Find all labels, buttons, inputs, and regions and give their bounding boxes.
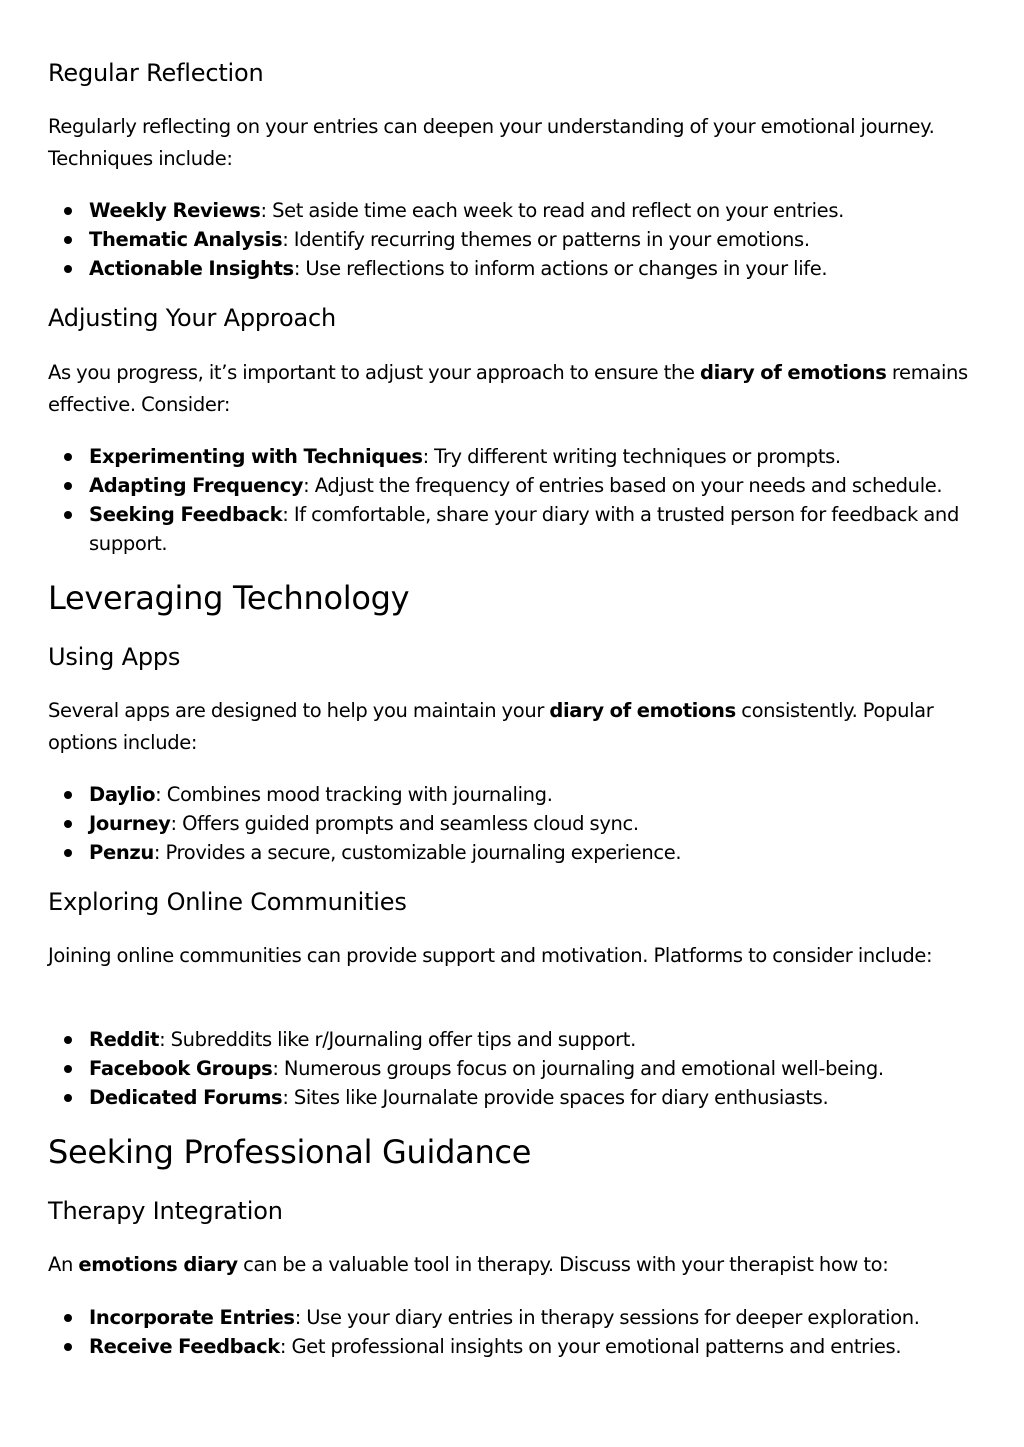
list-using-apps <box>48 780 978 867</box>
paragraph-adjusting-approach <box>48 357 978 420</box>
bullet-icon <box>64 453 72 461</box>
bullet-icon <box>64 1036 72 1044</box>
heading-therapy-integration: Therapy Integration <box>48 1197 283 1225</box>
list-item <box>89 500 978 558</box>
list-item <box>89 1083 978 1112</box>
list-item <box>89 196 978 225</box>
list-item <box>89 225 978 254</box>
list-therapy-integration <box>48 1303 978 1361</box>
list-item <box>89 1054 978 1083</box>
heading-professional-guidance: Seeking Professional Guidance <box>48 1133 532 1171</box>
list-regular-reflection <box>48 196 978 283</box>
list-item <box>89 471 978 500</box>
list-item-term: Daylio <box>89 783 156 806</box>
list-item-text: : Get professional insights on your emotional patterns and entries. <box>279 1335 902 1358</box>
list-item-term: Penzu <box>89 841 154 864</box>
list-item <box>89 1332 978 1361</box>
list-item-term: Receive Feedback <box>89 1335 280 1358</box>
paragraph-bold-term: diary of emotions <box>699 361 887 384</box>
heading-online-communities: Exploring Online Communities <box>48 888 407 916</box>
list-item-term: Experimenting with Techniques <box>89 445 423 468</box>
list-item <box>89 780 978 809</box>
paragraph-bold-term: diary of emotions <box>549 699 736 722</box>
heading-using-apps: Using Apps <box>48 643 181 671</box>
bullet-icon <box>64 1094 72 1102</box>
paragraph-text-part: As you progress, it’s important to adjust your approach to ensure the <box>48 361 700 384</box>
list-item <box>89 442 978 471</box>
list-item <box>89 809 978 838</box>
list-item-text: : Identify recurring themes or patterns in your emotions. <box>282 228 810 251</box>
bullet-icon <box>64 1314 72 1322</box>
list-item-term: Dedicated Forums <box>89 1086 283 1109</box>
list-item-term: Weekly Reviews <box>89 199 261 222</box>
paragraph-text <box>48 695 978 758</box>
bullet-icon <box>64 511 72 519</box>
list-item-text: : Numerous groups focus on journaling and emotional well-being. <box>272 1057 884 1080</box>
paragraph-text <box>48 357 978 420</box>
bullet-icon <box>64 482 72 490</box>
list-item-text: : Sites like Journalate provide spaces for diary enthusiasts. <box>282 1086 829 1109</box>
list-item-text: : Provides a secure, customizable journaling experience. <box>153 841 682 864</box>
section-regular-reflection <box>48 58 978 88</box>
list-item-text: : Adjust the frequency of entries based on your needs and schedule. <box>303 474 943 497</box>
bullet-icon <box>64 236 72 244</box>
bullet-icon <box>64 820 72 828</box>
list-item-text: : Try different writing techniques or prompts. <box>422 445 841 468</box>
list-item-text: : Use reflections to inform actions or changes in your life. <box>293 257 828 280</box>
paragraph-text: Regularly reflecting on your entries can deepen your understanding of your emotional journey. Techniques include: <box>48 115 935 170</box>
bullet-icon <box>64 1065 72 1073</box>
bullet-icon <box>64 265 72 273</box>
bullet-icon <box>64 791 72 799</box>
list-item-text: : Subreddits like r/Journaling offer tips and support. <box>159 1028 636 1051</box>
heading-adjusting-approach: Adjusting Your Approach <box>48 304 337 332</box>
section-using-apps <box>48 642 978 672</box>
paragraph-text-part: Several apps are designed to help you maintain your <box>48 699 550 722</box>
paragraph-therapy-integration <box>48 1249 978 1281</box>
section-adjusting-approach <box>48 303 978 333</box>
paragraph-text <box>48 1249 978 1281</box>
list-item-term: Thematic Analysis <box>89 228 283 251</box>
list-online-communities <box>48 1025 978 1112</box>
list-item-term: Actionable Insights <box>89 257 294 280</box>
bullet-icon <box>64 1343 72 1351</box>
paragraph-bold-term: emotions diary <box>78 1253 238 1276</box>
list-item-term: Facebook Groups <box>89 1057 273 1080</box>
section-professional-guidance <box>48 1132 978 1172</box>
list-item <box>89 1025 978 1054</box>
paragraph-text-part: remains effective. Consider: <box>48 361 968 416</box>
paragraph-using-apps <box>48 695 978 758</box>
list-item-term: Reddit <box>89 1028 160 1051</box>
list-item <box>89 254 978 283</box>
list-item-term: Incorporate Entries <box>89 1306 295 1329</box>
section-therapy-integration <box>48 1196 978 1226</box>
paragraph-regular-reflection <box>48 111 978 174</box>
list-item-text: : Use your diary entries in therapy sessions for deeper exploration. <box>294 1306 920 1329</box>
list-item-text: : Combines mood tracking with journaling. <box>155 783 553 806</box>
list-adjusting-approach <box>48 442 978 558</box>
list-item-term: Seeking Feedback <box>89 503 283 526</box>
heading-leveraging-technology: Leveraging Technology <box>48 579 410 617</box>
paragraph-online-communities <box>48 940 978 972</box>
bullet-icon <box>64 849 72 857</box>
list-item-text: : If comfortable, share your diary with a trusted person for feedback and support. <box>89 503 959 555</box>
heading-regular-reflection: Regular Reflection <box>48 59 264 87</box>
list-item-text: : Set aside time each week to read and reflect on your entries. <box>260 199 844 222</box>
paragraph-text-part: consistently. Popular options include: <box>48 699 934 754</box>
list-item <box>89 1303 978 1332</box>
list-item-term: Adapting Frequency <box>89 474 304 497</box>
list-item <box>89 838 978 867</box>
list-item-text: : Offers guided prompts and seamless cloud sync. <box>170 812 639 835</box>
paragraph-text: Joining online communities can provide support and motivation. Platforms to consider include: <box>48 944 933 967</box>
bullet-icon <box>64 207 72 215</box>
section-online-communities <box>48 887 978 917</box>
section-leveraging-technology <box>48 578 978 618</box>
paragraph-text-part: An <box>48 1253 79 1276</box>
paragraph-text-part: can be a valuable tool in therapy. Discuss with your therapist how to: <box>237 1253 889 1276</box>
list-item-term: Journey <box>89 812 171 835</box>
